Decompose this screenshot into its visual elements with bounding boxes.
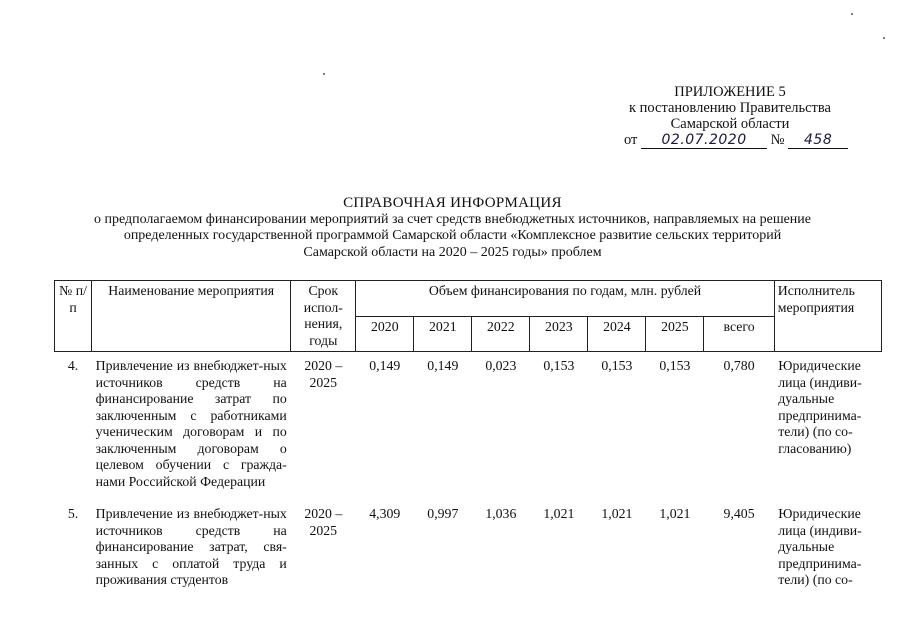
header-name: Наименование мероприятия: [92, 281, 291, 352]
heading-line-2: определенных государственной программой Самарской области «Комплексное развитие сельских территорий: [123, 228, 782, 243]
header-year-2023: 2023: [530, 316, 588, 352]
row-value-2023: 1,021: [543, 506, 575, 521]
row-value-2020: 0,149: [369, 358, 401, 373]
row-value-2022: 0,023: [485, 358, 517, 373]
heading-line-1: о предполагаемом финансировании мероприятий за счет средств внебюджетных источников, направляемых на решение: [93, 211, 812, 227]
row-value-2021: 0,149: [427, 358, 459, 373]
scan-speck: [851, 13, 853, 15]
scan-speck: [323, 73, 325, 75]
row-value-total: 9,405: [723, 506, 755, 521]
document-title: СПРАВОЧНАЯ ИНФОРМАЦИЯ: [343, 195, 562, 211]
table-row: [55, 500, 882, 599]
row-executor: Юридические лица (индиви-дуальные предпринима-тели) (по со-: [778, 506, 862, 587]
header-row-1: [55, 281, 882, 317]
header-year-2020: 2020: [356, 316, 414, 352]
from-label: от: [624, 132, 638, 148]
row-term: 2020 – 2025: [304, 358, 343, 390]
funding-table: [54, 280, 882, 599]
row-term: 2020 – 2025: [304, 506, 343, 538]
row-value-2023: 0,153: [543, 358, 575, 373]
row-value-2022: 1,036: [485, 506, 517, 521]
appendix-title: ПРИЛОЖЕНИЕ 5: [674, 84, 786, 100]
header-executor: Исполнитель мероприятия: [774, 281, 881, 352]
row-name: Привлечение из внебюджет-ных источников средств на финансирование затрат по заключенным с работниками ученическим договорам и по заключенным договорам о целевом обучении с гражда-нами Российской Федерации: [95, 358, 287, 489]
document-heading: [20, 195, 885, 261]
header-funding: Объем финансирования по годам, млн. рублей: [356, 281, 774, 317]
row-num: 5.: [67, 506, 79, 521]
appendix-block: [600, 84, 860, 149]
row-name: Привлечение из внебюджет-ных источников средств на финансирование затрат, свя-занных с оплатой труда и проживания студентов: [95, 506, 287, 587]
row-value-2024: 1,021: [601, 506, 633, 521]
handwritten-number: 458: [788, 132, 848, 149]
row-value-2021: 0,997: [427, 506, 459, 521]
header-year-2022: 2022: [472, 316, 530, 352]
handwritten-date: 02.07.2020: [641, 132, 767, 149]
row-num: 4.: [67, 358, 79, 373]
header-year-2024: 2024: [588, 316, 646, 352]
header-term: Срок испол-нения, годы: [291, 281, 356, 352]
appendix-line-2: Самарской области: [670, 116, 790, 132]
number-label: №: [770, 132, 785, 148]
header-year-2021: 2021: [414, 316, 472, 352]
row-value-2025: 0,153: [659, 358, 691, 373]
row-value-2020: 4,309: [369, 506, 401, 521]
appendix-line-1: к постановлению Правительства: [629, 100, 831, 116]
table-row: [55, 352, 882, 501]
header-year-2025: 2025: [646, 316, 704, 352]
row-value-total: 0,780: [723, 358, 755, 373]
row-value-2024: 0,153: [601, 358, 633, 373]
heading-line-3: Самарской области на 2020 – 2025 годы» проблем: [303, 244, 602, 260]
row-executor: Юридические лица (индиви-дуальные предпринима-тели) (по со-гласованию): [778, 358, 862, 456]
header-num: № п/п: [55, 281, 92, 352]
row-value-2025: 1,021: [659, 506, 691, 521]
appendix-signature-line: [600, 132, 860, 149]
header-total: всего: [704, 316, 774, 352]
scan-speck: [883, 37, 885, 39]
